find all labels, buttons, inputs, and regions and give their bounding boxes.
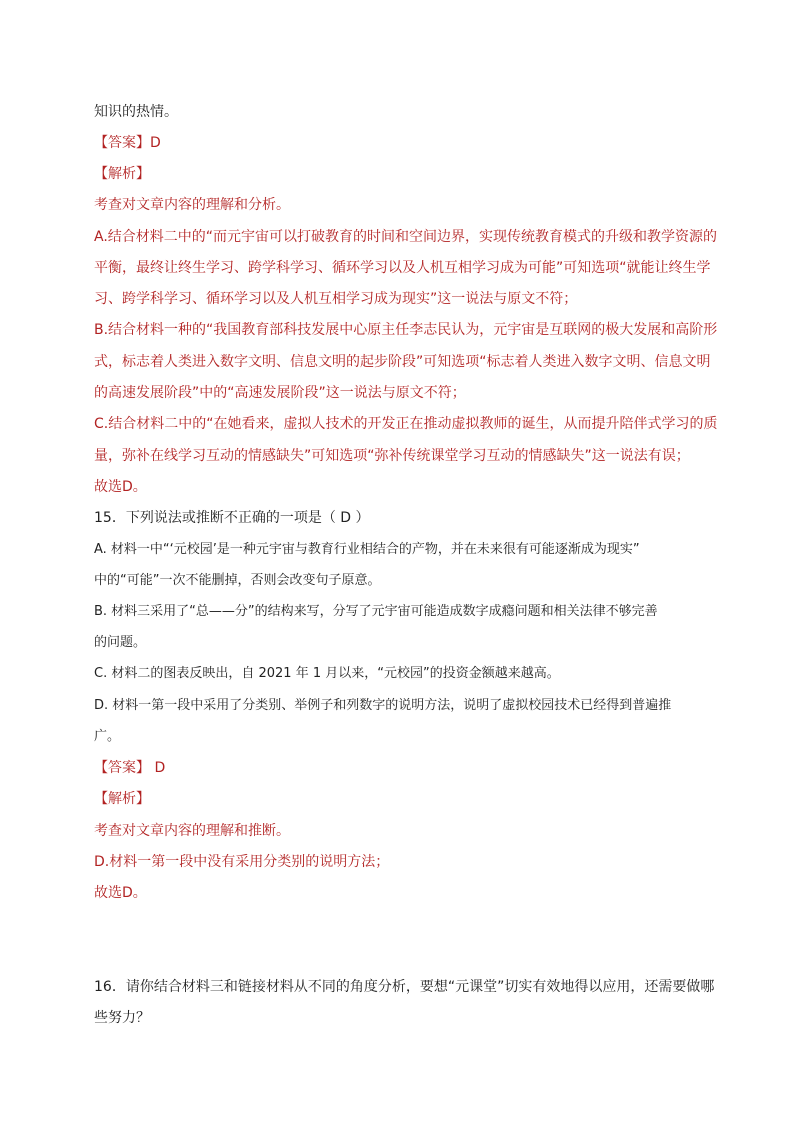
question-16: 16．请你结合材料三和链接材料从不同的角度分析，要想“元课堂”切实有效地得以应用，还需要做哪 bbox=[94, 979, 715, 995]
analysis-text: B.结合材料一种的“我国教育部科技发展中心原主任李志民认为，元宇宙是互联网的极大发展和高阶形 bbox=[94, 322, 718, 338]
analysis-label: 【解析】 bbox=[94, 791, 150, 807]
analysis-text: 式，标志着人类进入数字文明、信息文明的起步阶段”可知选项“标志着人类进入数字文明、信息文明 bbox=[94, 354, 711, 370]
analysis-text: 量，弥补在线学习互动的情感缺失”可知选项“弥补传统课堂学习互动的情感缺失”这一说法有误； bbox=[94, 448, 690, 464]
option-b-cont: 的问题。 bbox=[94, 635, 147, 650]
analysis-text: 习、跨学科学习、循环学习以及人机互相学习成为现实”这一说法与原文不符； bbox=[94, 291, 578, 307]
option-a-cont: 中的“可能”一次不能删掉，否则会改变句子原意。 bbox=[94, 573, 381, 588]
analysis-text: A.结合材料二中的“而元宇宙可以打破教育的时间和空间边界，实现传统教育模式的升级和教学资源的 bbox=[94, 229, 718, 245]
analysis-text: C.结合材料二中的“在她看来，虚拟人技术的开发正在推动虚拟教师的诞生，从而提升陪伴式学习的质 bbox=[94, 416, 718, 432]
text-line: 知识的热情。 bbox=[94, 104, 178, 120]
analysis-text: 平衡，最终让终生学习、跨学科学习、循环学习以及人机互相学习成为可能”可知选项“就能让终生学 bbox=[94, 260, 711, 276]
analysis-text: 考查对文章内容的理解和分析。 bbox=[94, 197, 290, 213]
answer-label: 【答案】D bbox=[94, 135, 161, 151]
question-15: 15．下列说法或推断不正确的一项是（ D ） bbox=[94, 510, 370, 526]
analysis-label: 【解析】 bbox=[94, 166, 150, 182]
analysis-text: 的高速发展阶段”中的“高速发展阶段”这一说法与原文不符； bbox=[94, 385, 466, 401]
option-b: B. 材料三采用了“总——分”的结构来写，分写了元宇宙可能造成数字成瘾问题和相关法律不够完善 bbox=[94, 604, 658, 619]
option-d-cont: 广。 bbox=[94, 729, 121, 744]
option-c: C. 材料二的图表反映出，自 2021 年 1 月以来，“元校园”的投资金额越来越高。 bbox=[94, 666, 560, 681]
option-d: D. 材料一第一段中采用了分类别、举例子和列数字的说明方法，说明了虚拟校园技术已经得到普遍推 bbox=[94, 698, 672, 713]
analysis-text: 考查对文章内容的理解和推断。 bbox=[94, 823, 290, 839]
question-16-cont: 些努力？ bbox=[94, 1010, 150, 1026]
analysis-conclusion: 故选D。 bbox=[94, 479, 147, 495]
answer-label: 【答案】 D bbox=[94, 760, 166, 776]
option-a: A. 材料一中“‘元校园’是一种元宇宙与教育行业相结合的产物，并在未来很有可能逐渐成为现实” bbox=[94, 542, 640, 557]
analysis-text: D.材料一第一段中没有采用分类别的说明方法； bbox=[94, 854, 390, 870]
analysis-conclusion: 故选D。 bbox=[94, 885, 147, 901]
